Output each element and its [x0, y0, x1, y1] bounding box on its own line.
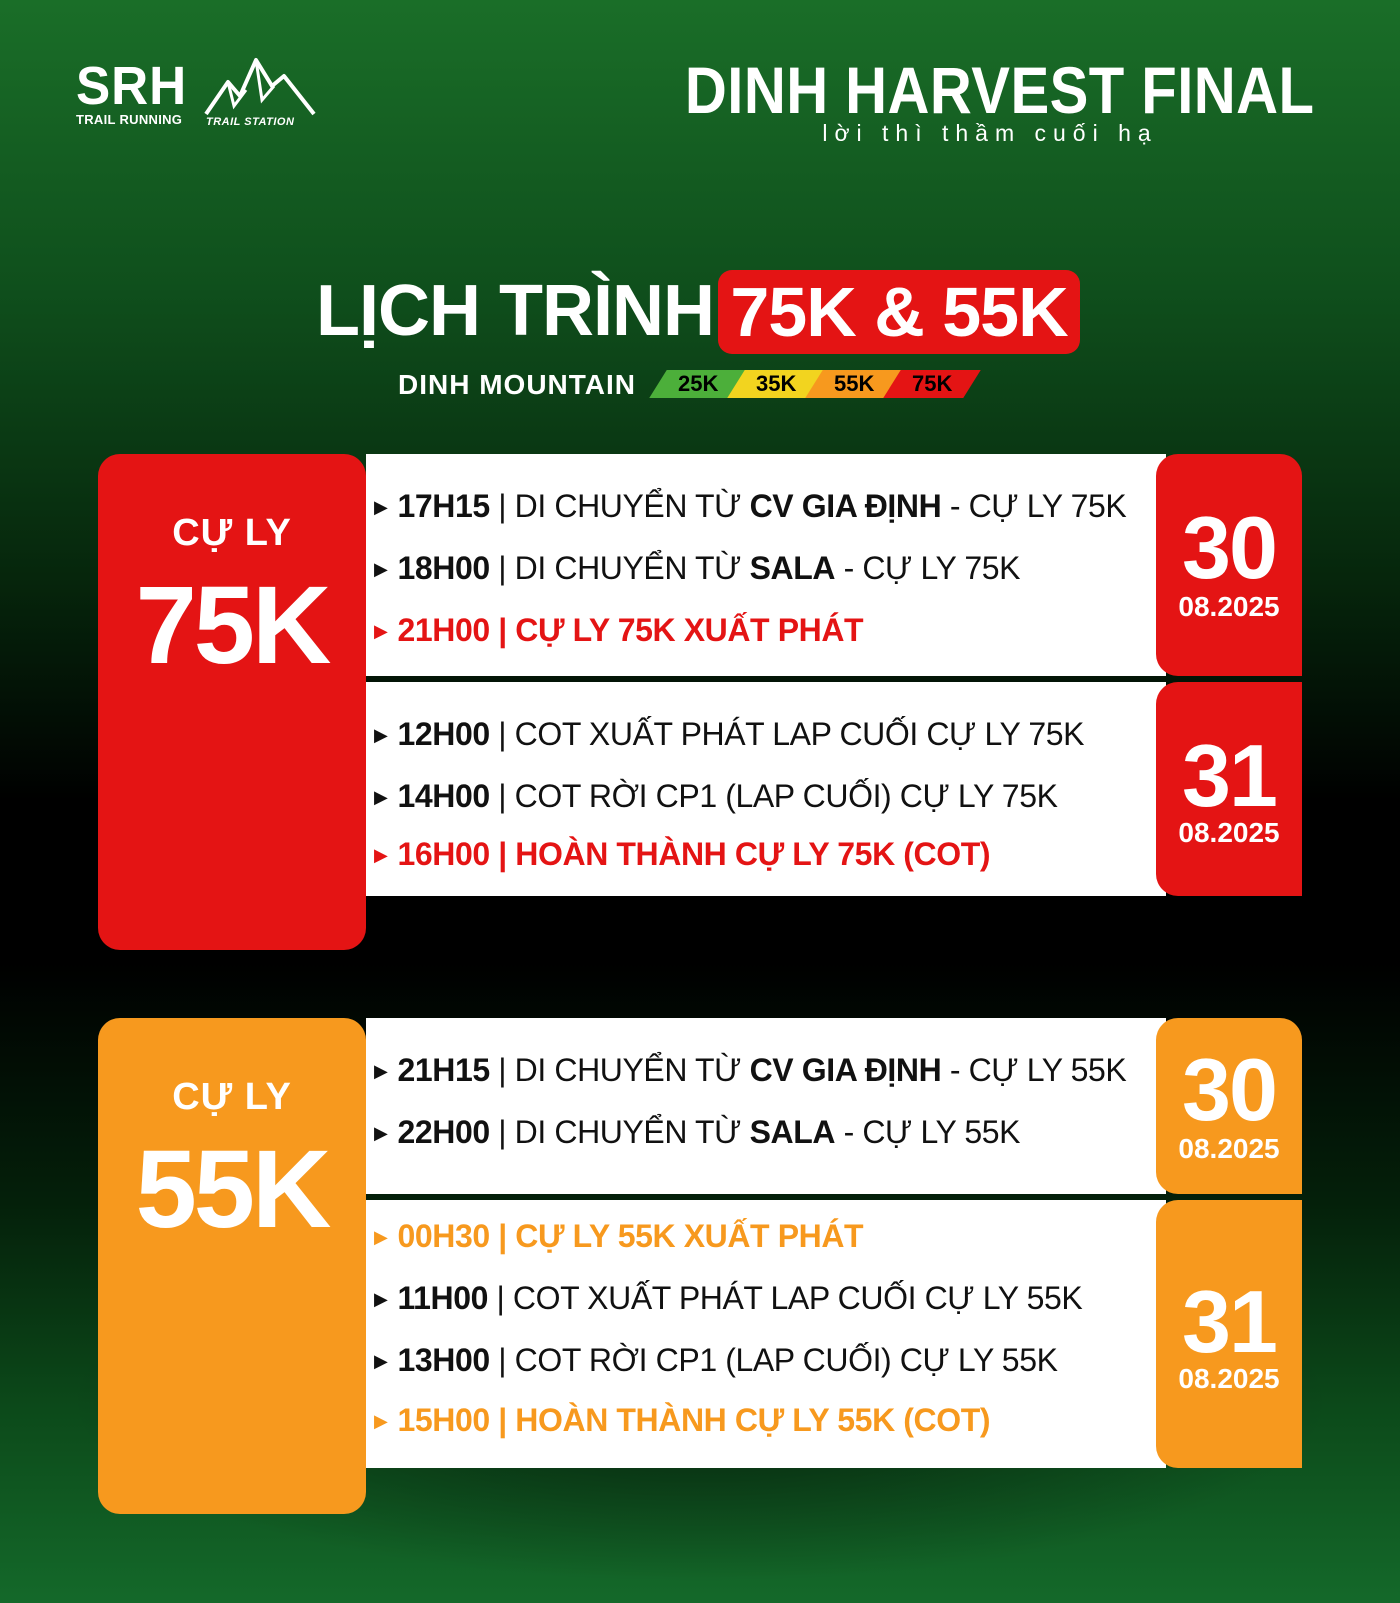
- date-month-year: 08.2025: [1178, 1363, 1280, 1394]
- mountain-icon: [204, 56, 316, 116]
- srh-logo-text: SRH: [76, 56, 188, 116]
- distance-chip-35k: 35K: [727, 370, 824, 398]
- distance-label: CỰ LY: [172, 1076, 292, 1118]
- srh-logo-subtext: TRAIL RUNNING: [76, 112, 183, 127]
- play-arrow-icon: ▶: [374, 725, 388, 745]
- schedule-row: ▶ 18H00 | DI CHUYỂN TỪ SALA - CỰ LY 75K: [374, 548, 1020, 589]
- distance-label: CỰ LY: [172, 512, 292, 554]
- date-tab-75k-day2: [1156, 682, 1302, 896]
- schedule-badge: 75K & 55K: [718, 270, 1080, 354]
- play-arrow-icon: ▶: [374, 1061, 388, 1081]
- distance-card-55k: [98, 1018, 366, 1514]
- date-tab-55k-day1: [1156, 1018, 1302, 1194]
- date-tab-75k-day1: [1156, 454, 1302, 676]
- date-month-year: 08.2025: [1178, 591, 1280, 622]
- schedule-row-highlight: ▶ 16H00 | HOÀN THÀNH CỰ LY 75K (COT): [374, 834, 990, 875]
- distance-chip-55k: 55K: [805, 370, 902, 398]
- mountain-label: DINH MOUNTAIN: [398, 369, 637, 400]
- play-arrow-icon: ▶: [374, 1123, 388, 1143]
- play-arrow-icon: ▶: [374, 1411, 388, 1431]
- date-day: 30: [1182, 1040, 1276, 1139]
- play-arrow-icon: ▶: [374, 1351, 388, 1371]
- date-tab-55k-day2: [1156, 1200, 1302, 1468]
- distance-value: 75K: [135, 564, 329, 687]
- play-arrow-icon: ▶: [374, 559, 388, 579]
- schedule-row: ▶ 12H00 | COT XUẤT PHÁT LAP CUỐI CỰ LY 75K: [374, 714, 1084, 755]
- distance-chip-25k: 25K: [649, 370, 746, 398]
- event-subtitle: lời thì thầm cuối hạ: [822, 120, 1158, 146]
- schedule-panel-55k-day1: [366, 1018, 1166, 1194]
- schedule-row-highlight: ▶ 21H00 | CỰ LY 75K XUẤT PHÁT: [374, 610, 863, 651]
- date-day: 31: [1182, 1272, 1276, 1371]
- schedule-row: ▶ 22H00 | DI CHUYỂN TỪ SALA - CỰ LY 55K: [374, 1112, 1020, 1153]
- play-arrow-icon: ▶: [374, 1289, 388, 1309]
- play-arrow-icon: ▶: [374, 1227, 388, 1247]
- schedule-row: ▶ 21H15 | DI CHUYỂN TỪ CV GIA ĐỊNH - CỰ LY 55K: [374, 1050, 1126, 1091]
- trail-station-logo: [204, 56, 316, 130]
- date-month-year: 08.2025: [1178, 817, 1280, 848]
- play-arrow-icon: ▶: [374, 845, 388, 865]
- distance-value: 55K: [135, 1128, 329, 1251]
- schedule-row: ▶ 14H00 | COT RỜI CP1 (LAP CUỐI) CỰ LY 75K: [374, 776, 1058, 817]
- schedule-row-highlight: ▶ 15H00 | HOÀN THÀNH CỰ LY 55K (COT): [374, 1400, 990, 1441]
- date-day: 30: [1182, 498, 1276, 597]
- play-arrow-icon: ▶: [374, 621, 388, 641]
- schedule-row: ▶ 13H00 | COT RỜI CP1 (LAP CUỐI) CỰ LY 55K: [374, 1340, 1058, 1381]
- trail-station-text: TRAIL STATION: [206, 116, 295, 128]
- schedule-row: ▶ 11H00 | COT XUẤT PHÁT LAP CUỐI CỰ LY 55K: [374, 1278, 1082, 1319]
- date-month-year: 08.2025: [1178, 1133, 1280, 1164]
- play-arrow-icon: ▶: [374, 787, 388, 807]
- schedule-row: ▶ 17H15 | DI CHUYỂN TỪ CV GIA ĐỊNH - CỰ LY 75K: [374, 486, 1126, 527]
- play-arrow-icon: ▶: [374, 497, 388, 517]
- distance-chip-75k: 75K: [883, 370, 980, 398]
- schedule-title: LỊCH TRÌNH: [316, 271, 714, 351]
- date-day: 31: [1182, 726, 1276, 825]
- srh-logo: [76, 56, 193, 127]
- event-title: DINH HARVEST FINAL: [684, 53, 1314, 127]
- schedule-row-highlight: ▶ 00H30 | CỰ LY 55K XUẤT PHÁT: [374, 1216, 863, 1257]
- distance-card-75k: [98, 454, 366, 950]
